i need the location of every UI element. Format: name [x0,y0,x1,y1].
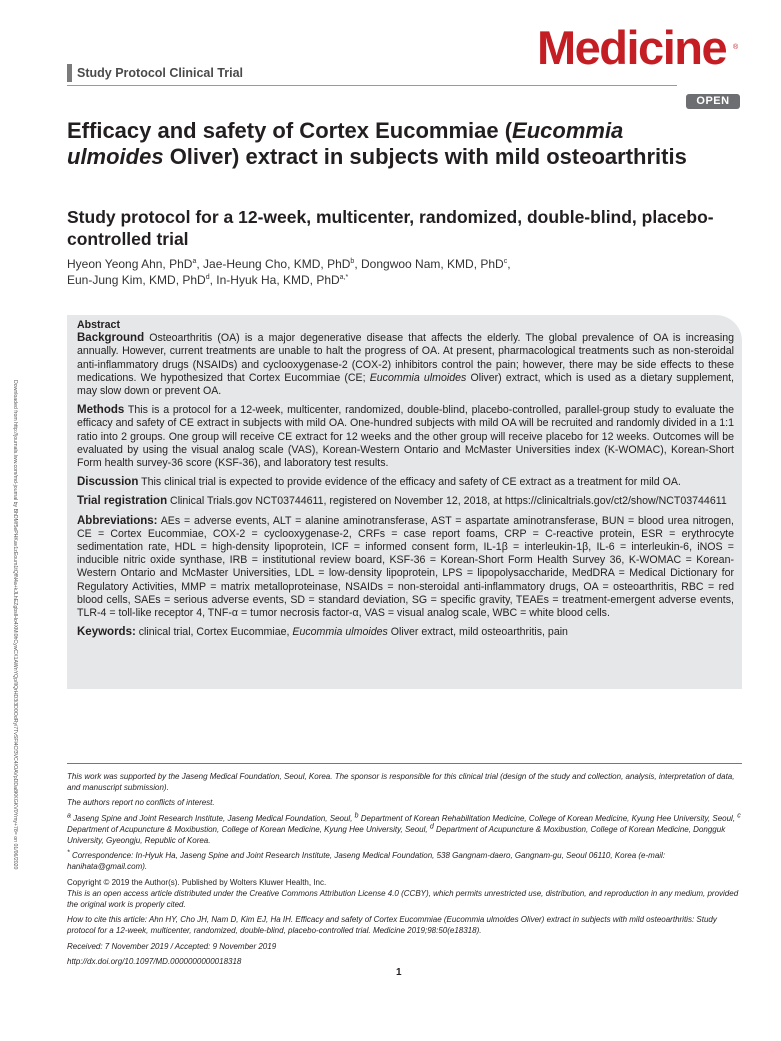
copyright-note: Copyright © 2019 the Author(s). Published by Wolters Kluwer Health, Inc. This is an open access article distributed under the Creative Commons Attribution License 4.0 (CCBY), which permits unrestricted use, distribution, and reproduction in any medium, provided the original work is properly cited. [67,877,739,910]
license-note: This is an open access article distributed under the Creative Commons Attribution License 4.0 (CCBY), which permits unrestricted use, distribution, and reproduction in any medium, provided the original work is properly cited. [67,888,739,910]
citation-note: How to cite this article: Ahn HY, Cho JH, Nam D, Kim EJ, Ha IH. Efficacy and safety of Cortex Eucommiae (Eucommia ulmoides Oliver) extract in subjects with mild osteoarthritis: Study protocol for a 12-week, multicenter, randomized, double-blind, placebo-controlled trial. Medicine 2019;98:50(e18318). [67,915,717,936]
author-list: Hyeon Yeong Ahn, PhD$^a$, Jae-Heung Cho, KMD, PhD$^b$, Dongwoo Nam, KMD, PhD$^c$, Eun-Jung Kim, KMD, PhD$^d$, In-Hyuk Ha, KMD, PhD$^{a,*}$ [67,257,511,287]
author[interactable]: In-Hyuk Ha, KMD, PhD$^{a,*}$ [216,273,349,287]
abstract-content [77,319,734,645]
author[interactable]: Hyeon Yeong Ahn, PhD$^a$ [67,257,197,271]
correspondence-note: * Correspondence: In-Hyuk Ha, Jaseng Spine and Joint Research Institute, Jaseng Medical Foundation, 538 Gangnam-daero, Gangnam-gu, Seoul 06110, Korea (e-mail: hanihata@gmail.com). [67,849,666,872]
article-subtitle: Study protocol for a 12-week, multicenter, randomized, double-blind, placebo-controlled trial [67,207,714,249]
doi-link[interactable]: http://dx.doi.org/10.1097/MD.0000000000018318 [67,956,242,966]
abstract-abbreviations: Abbreviations: AEs = adverse events, ALT = alanine aminotransferase, AST = aspartate aminotransferase, BUN = blood urea nitrogen, CE = Cortex Eucommiae, COX-2 = cyclooxygenase-2, CRFs = case report foams, CRP = C-reactive protein, ESR = erythrocyte sedimentation rate, HDL = high-density lipoprotein, ICF = informed consent form, IL-1β = interleukin-1β, IL-6 = interleukin-6, iNOS = inducible nitric oxide synthase, IRB = institutional review board, KSF-36 = Korean-Short Form Health Survey 36, K-WOMAC = Korean-Western Ontario and McMaster Universities, LDL = low-density lipoprotein, LPS = lipopolysaccharide, MedDRA = Medical Dictionary for Regulatory Activities, MMP = matrix metalloproteinase, NSAIDs = non-steroidal anti-inflammatory drugs, OA = osteoarthritis, RBC = red blood cells, SAEs = serious adverse events, SD = standard deviation, SG = specific gravity, TEAEs = treatment-emergent adverse events, TLR-4 = toll-like receptor 4, TNF-α = tumor necrosis factor-α, VAS = visual analog scale, WBC = white blood cells. [77,514,734,620]
registered-mark: ® [733,44,739,51]
download-stamp-text: Downloaded from http://journals.lww.com/md-journal by BhDMf5ePHKav1zEoum1tQfN4a+kJLhEZgbsIHo4XMi0hCywCX1AWnYQp/IlQrHD3i3D0OdRyi7TvSFl4Cf3VC4/OAVpDDa8KKGKV0Ymy+78= on 01/06/2020 [12,380,18,870]
title-species: Eucommia ulmoides [67,118,624,169]
funding-note: This work was supported by the Jaseng Medical Foundation, Seoul, Korea. The sponsor is responsible for this clinical trial (design of the study and collection, analysis, interpretation of data, and manuscript submission). [67,772,735,793]
abstract-background: Background Osteoarthritis (OA) is a major degenerative disease that affects the elderly. The global prevalence of OA is increasing annually. However, current treatments are unable to halt the progress of OA. At present, pharmacological treatments such as non-steroidal anti-inflammatory drugs (NSAIDs) and cyclooxygenase-2 (COX-2) inhibitors control the pain; however, there may be side effects to these medications. We hypothesized that Cortex Eucommiae (CE; Eucommia ulmoides Oliver) extract, which is used as a dietary supplement, may slow down or prevent OA. [77,332,734,398]
download-stamp [8,380,20,870]
footnote-rule [67,763,742,764]
affiliations-note: $^a$ Jaseng Spine and Joint Research Institute, Jaseng Medical Foundation, Seoul, $^b$ Department of Korean Rehabilitation Medicine, College of Korean Medicine, Kyung Hee University, Seoul, $^c$ Department of Acupuncture & Moxibustion, College of Korean Medicine, Kyung Hee University, Seoul, $^d$ Department of Acupuncture & Moxibustion, College of Korean Medicine, Dongguk University, Gyeongju, Republic of Korea. [67,811,741,846]
author[interactable]: Eun-Jung Kim, KMD, PhD$^d$ [67,273,210,287]
conflicts-note: The authors report no conflicts of interest. [67,798,215,808]
footnotes [67,771,742,971]
abstract-keywords: Keywords: clinical trial, Cortex Eucommiae, Eucommia ulmoides Oliver extract, mild osteoarthritis, pain [77,626,568,639]
article-title [67,118,717,170]
page-number: 1 [396,967,402,978]
abstract-discussion: Discussion This clinical trial is expected to provide evidence of the efficacy and safety of CE extract as a treatment for mild OA. [77,476,681,489]
abstract-registration: Trial registration Clinical Trials.gov NCT03744611, registered on November 12, 2018, at https://clinicaltrials.gov/ct2/show/NCT03744611 [77,495,727,508]
title-part: Oliver) extract in subjects with mild osteoarthritis [163,144,687,169]
received-note: Received: 7 November 2019 / Accepted: 9 November 2019 [67,941,277,951]
registration-link[interactable]: Clinical Trials.gov NCT03744611, registered on November 12, 2018, at https://clinicaltrials.gov/ct2/show/NCT03744611 [167,495,727,508]
title-part: Efficacy and safety of Cortex Eucommiae ( [67,118,513,143]
abstract-methods: Methods This is a protocol for a 12-week, multicenter, randomized, double-blind, placebo-controlled, parallel-group study to evaluate the efficacy and safety of CE extract in subjects with mild OA. One-hundred subjects with mild OA will be recruited and randomly divided in a 1:1 ratio into 2 groups. One group will receive CE extract for 12 weeks and the other group will receive placebo for 12 weeks. Outcomes will be evaluated by using the visual analog scale (VAS), Korean-Western Ontario and McMaster Universities index (K-WOMAC), Korean-Short Form health survey-36 score (KSF-36), and laboratory test results. [77,404,734,470]
section-marker [67,64,72,82]
author[interactable]: Dongwoo Nam, KMD, PhD$^c$ [361,257,508,271]
journal-logo[interactable]: Medicine [537,21,727,74]
header-rule [67,85,677,86]
open-access-badge: OPEN [686,94,740,109]
author[interactable]: Jae-Heung Cho, KMD, PhD$^b$ [203,257,355,271]
section-label: Study Protocol Clinical Trial [77,66,244,80]
abstract-heading: Abstract [77,319,120,331]
